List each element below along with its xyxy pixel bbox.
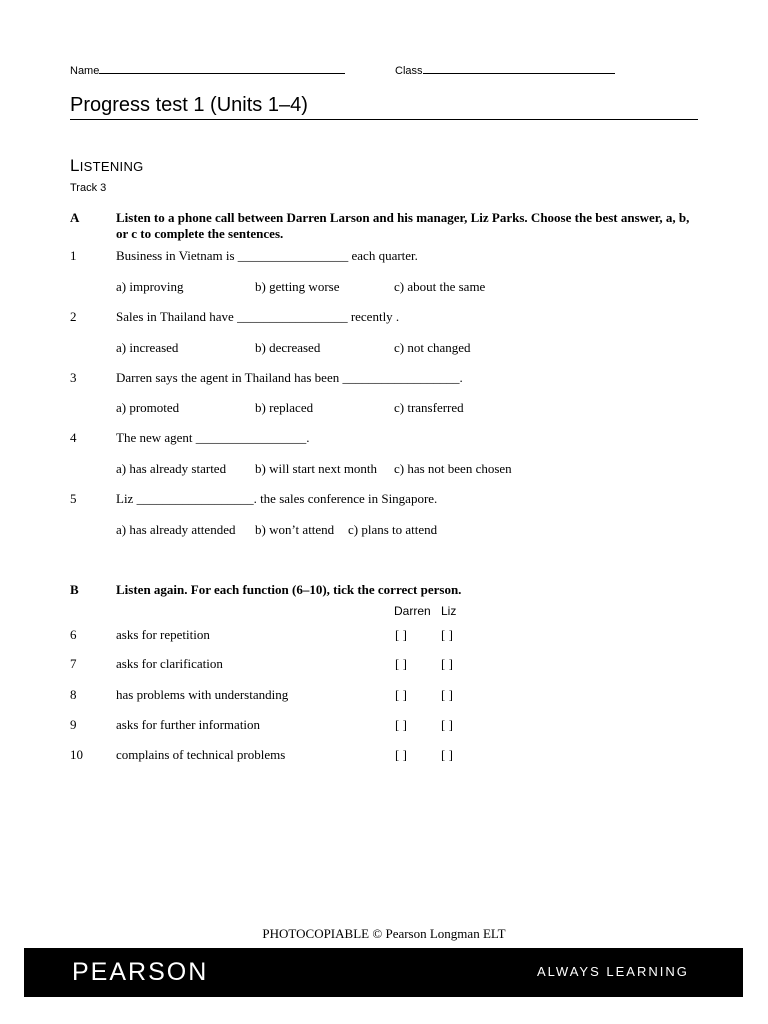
question-3-option-a[interactable]: a) promoted [116, 400, 180, 415]
section-heading [70, 156, 144, 176]
item-9-liz-checkbox[interactable]: [ ] [441, 717, 453, 732]
brand-tagline: ALWAYS LEARNING [537, 964, 689, 979]
class-field [395, 62, 615, 77]
section-heading-rest: ISTENING [79, 159, 144, 174]
item-6-number: 6 [70, 627, 77, 642]
part-b-instruction: Listen again. For each function (6–10), tick the correct person. [116, 582, 462, 597]
question-5-option-a[interactable]: a) has already attended [116, 522, 236, 537]
item-8-number: 8 [70, 687, 77, 702]
question-2-option-a[interactable]: a) increased [116, 340, 179, 355]
item-6-darren-checkbox[interactable]: [ ] [395, 627, 407, 642]
item-8-text: has problems with understanding [116, 687, 289, 702]
name-blank[interactable] [99, 62, 345, 74]
question-1-option-b[interactable]: b) getting worse [255, 279, 340, 294]
question-1-option-a[interactable]: a) improving [116, 279, 184, 294]
pearson-logo: PEARSON [72, 958, 209, 986]
question-4-number: 4 [70, 430, 77, 445]
question-3-option-c[interactable]: c) transferred [394, 400, 464, 415]
item-7-darren-checkbox[interactable]: [ ] [395, 656, 407, 671]
question-1-number: 1 [70, 248, 77, 263]
part-a-letter: A [70, 210, 80, 225]
question-5-text: Liz __________________. the sales conference in Singapore. [116, 491, 438, 506]
question-1-text: Business in Vietnam is _________________ each quarter. [116, 248, 418, 263]
item-7-text: asks for clarification [116, 656, 223, 671]
item-9-darren-checkbox[interactable]: [ ] [395, 717, 407, 732]
question-3-text: Darren says the agent in Thailand has been __________________. [116, 370, 463, 385]
item-9-text: asks for further information [116, 717, 261, 732]
item-6-liz-checkbox[interactable]: [ ] [441, 627, 453, 642]
question-4-text: The new agent _________________. [116, 430, 310, 445]
question-3-number: 3 [70, 370, 77, 385]
class-blank[interactable] [423, 62, 615, 74]
question-4-option-b[interactable]: b) will start next month [255, 461, 378, 476]
title-rule [70, 119, 698, 120]
page-title: Progress test 1 (Units 1–4) [70, 94, 308, 116]
question-5-option-b[interactable]: b) won’t attend [255, 522, 335, 537]
question-5-number: 5 [70, 491, 77, 506]
question-4-option-c[interactable]: c) has not been chosen [394, 461, 512, 476]
question-4-option-a[interactable]: a) has already started [116, 461, 227, 476]
class-label: Class [395, 65, 423, 77]
item-8-liz-checkbox[interactable]: [ ] [441, 687, 453, 702]
question-5-option-c[interactable]: c) plans to attend [348, 522, 438, 537]
part-a-instruction: Listen to a phone call between Darren Larson and his manager, Liz Parks. Choose the best answer, a, b, or c to complete the sentences. [116, 210, 690, 241]
copyright-notice: PHOTOCOPIABLE © Pearson Longman ELT [262, 926, 506, 941]
item-7-number: 7 [70, 656, 77, 671]
track-label: Track 3 [70, 182, 107, 194]
item-10-darren-checkbox[interactable]: [ ] [395, 747, 407, 762]
item-7-liz-checkbox[interactable]: [ ] [441, 656, 453, 671]
part-b-letter: B [70, 582, 79, 597]
item-8-darren-checkbox[interactable]: [ ] [395, 687, 407, 702]
item-10-liz-checkbox[interactable]: [ ] [441, 747, 453, 762]
name-label: Name [70, 65, 100, 77]
question-2-option-c[interactable]: c) not changed [394, 340, 471, 355]
section-heading-initial: L [70, 156, 80, 175]
question-2-option-b[interactable]: b) decreased [255, 340, 321, 355]
item-10-text: complains of technical problems [116, 747, 286, 762]
item-6-text: asks for repetition [116, 627, 210, 642]
item-10-number: 10 [70, 747, 83, 762]
question-1-option-c[interactable]: c) about the same [394, 279, 486, 294]
name-field [70, 62, 345, 77]
item-9-number: 9 [70, 717, 77, 732]
column-header-liz: Liz [441, 604, 457, 618]
question-2-number: 2 [70, 309, 77, 324]
question-3-option-b[interactable]: b) replaced [255, 400, 314, 415]
column-header-darren: Darren [394, 604, 431, 618]
question-2-text: Sales in Thailand have _________________ recently . [116, 309, 400, 324]
